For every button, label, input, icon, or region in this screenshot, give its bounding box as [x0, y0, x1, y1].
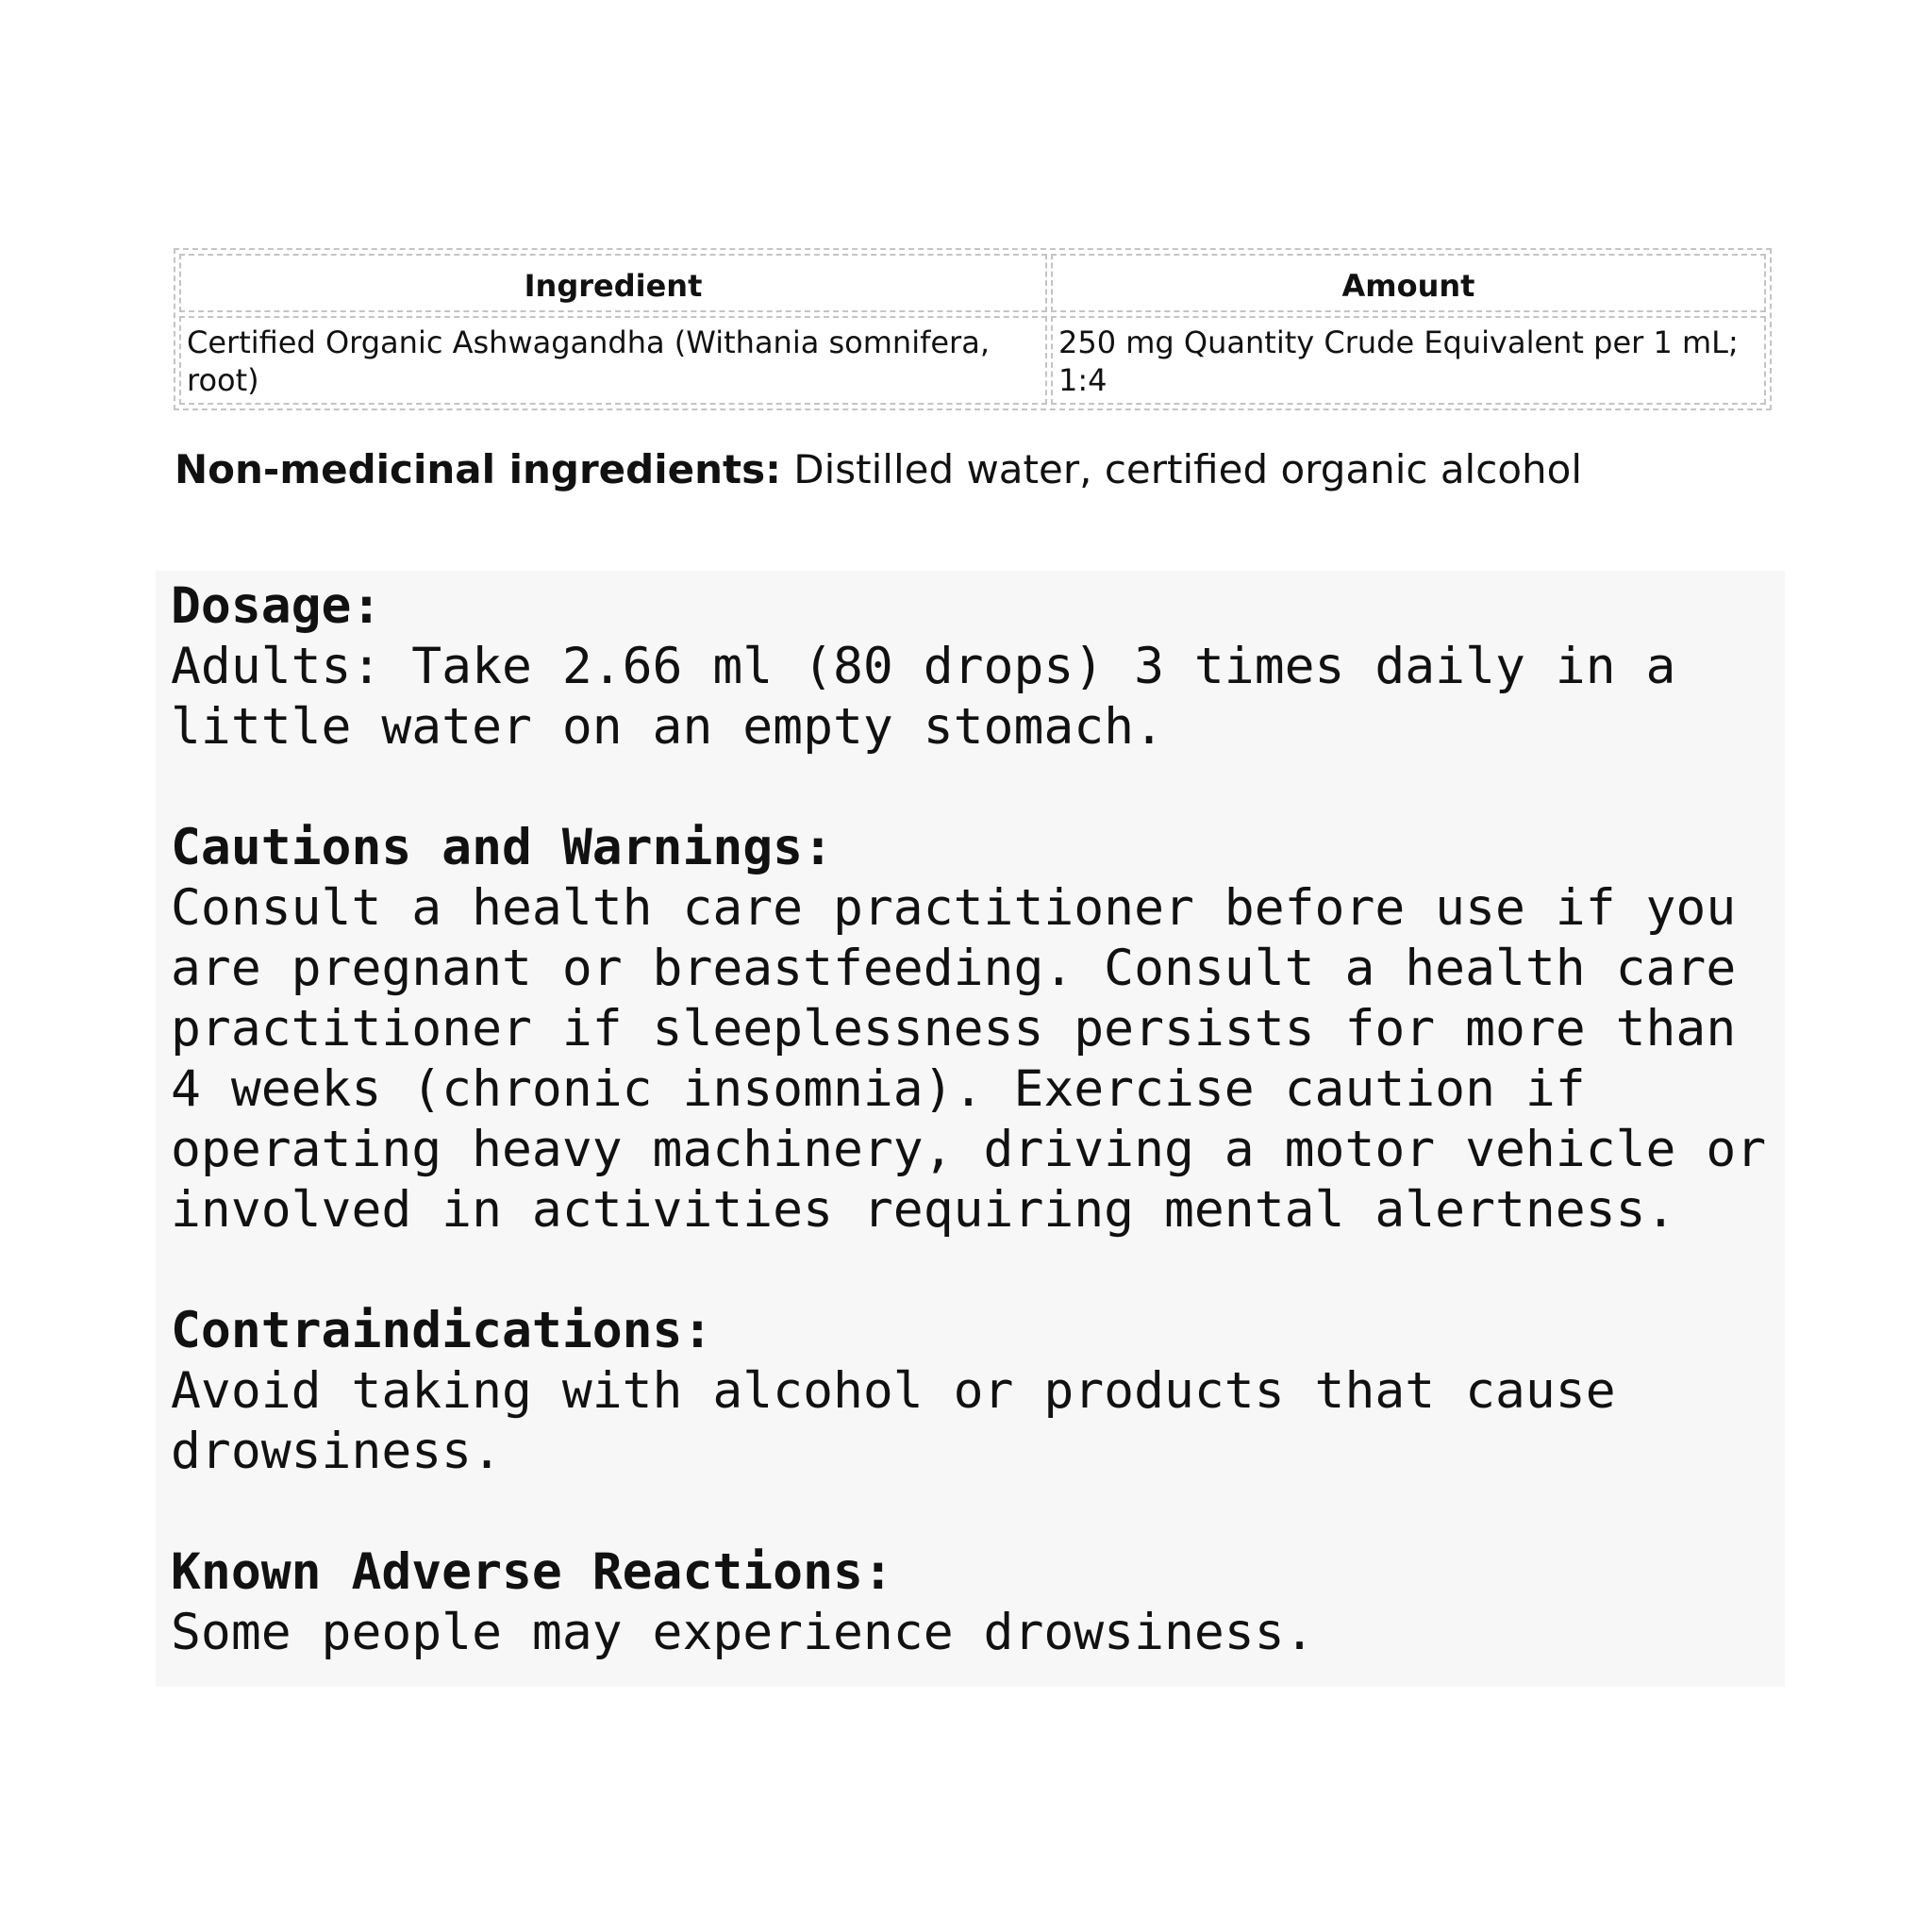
dosage-line: little water on an empty stomach. — [171, 698, 1164, 756]
cautions-line: 4 weeks (chronic insomnia). Exercise caution if — [171, 1060, 1586, 1118]
ingredient-cell: Certified Organic Ashwagandha (Withania somnifera, root) — [179, 316, 1047, 405]
contraindications-line: Avoid taking with alcohol or products that cause — [171, 1362, 1616, 1420]
non-medicinal-value: Distilled water, certified organic alcohol — [780, 446, 1582, 492]
dosage-line: Adults: Take 2.66 ml (80 drops) 3 times daily in a — [171, 638, 1676, 695]
cautions-line: involved in activities requiring mental alertness. — [171, 1181, 1676, 1239]
contraindications-line: drowsiness. — [171, 1423, 502, 1480]
column-header-ingredient: Ingredient — [179, 254, 1047, 312]
adverse-reactions-heading: Known Adverse Reactions: — [171, 1543, 893, 1601]
non-medicinal-ingredients — [175, 443, 1582, 496]
table-header-row — [179, 254, 1766, 312]
cautions-line: operating heavy machinery, driving a motor vehicle or — [171, 1121, 1767, 1178]
cautions-line: Consult a health care practitioner before use if you — [171, 879, 1737, 937]
cautions-line: are pregnant or breastfeeding. Consult a health care — [171, 940, 1737, 997]
product-information-text — [171, 576, 1766, 1663]
non-medicinal-label: Non-medicinal ingredients: — [175, 446, 781, 492]
amount-cell: 250 mg Quantity Crude Equivalent per 1 mL; 1:4 — [1051, 316, 1766, 405]
contraindications-heading: Contraindications: — [171, 1302, 713, 1359]
ingredients-table — [174, 248, 1772, 410]
column-header-amount: Amount — [1051, 254, 1766, 312]
product-information-box — [156, 571, 1785, 1687]
cautions-heading: Cautions and Warnings: — [171, 819, 833, 876]
cautions-line: practitioner if sleeplessness persists for more than — [171, 1000, 1737, 1058]
adverse-reactions-line: Some people may experience drowsiness. — [171, 1604, 1315, 1661]
dosage-heading: Dosage: — [171, 577, 382, 635]
table-row — [179, 316, 1766, 405]
